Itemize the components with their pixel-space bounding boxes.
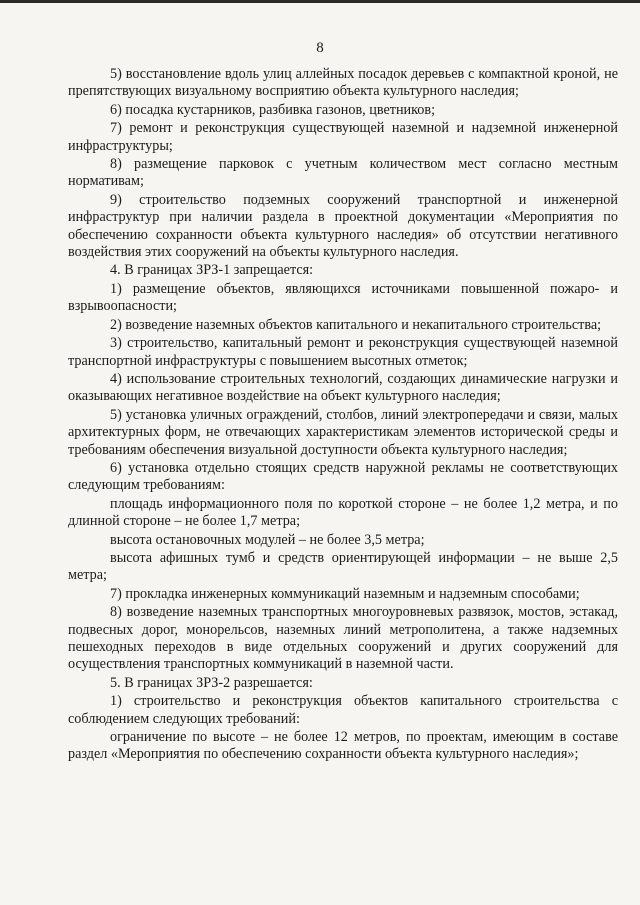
page-number: 8 bbox=[316, 40, 324, 56]
paragraph: высота афишных тумб и средств ориентирующей информации – не выше 2,5 метра; bbox=[68, 549, 618, 584]
paragraph: 1) размещение объектов, являющихся источниками повышенной пожаро- и взрывоопасности; bbox=[68, 280, 618, 315]
paragraph: 5) восстановление вдоль улиц аллейных посадок деревьев с компактной кроной, не препятствующих визуальному восприятию объекта культурного наследия; bbox=[68, 66, 618, 100]
paragraph: 1) строительство и реконструкция объектов капитального строительства с соблюдением следующих требований: bbox=[68, 693, 618, 727]
paragraph: ограничение по высоте – не более 12 метров, по проектам, имеющим в составе раздел «Мероприятия по обеспечению сохранности объекта культурного наследия»; bbox=[68, 729, 618, 763]
paragraph: 3) строительство, капитальный ремонт и реконструкция существующей наземной транспортной инфраструктуры с повышением высотных отметок; bbox=[68, 335, 618, 369]
paragraph: 4) использование строительных технологий, создающих динамические нагрузки и оказывающих негативное воздействие на объект культурного наследия; bbox=[68, 370, 618, 405]
section-heading: 5. В границах ЗРЗ-2 разрешается: bbox=[110, 674, 313, 691]
paragraph: 7) прокладка инженерных коммуникаций наземным и надземным способами; bbox=[110, 585, 580, 602]
paragraph: 8) размещение парковок с учетным количеством мест согласно местным нормативам; bbox=[68, 156, 618, 190]
paragraph: 7) ремонт и реконструкция существующей наземной и надземной инженерной инфраструктуры; bbox=[68, 120, 618, 154]
paragraph: 2) возведение наземных объектов капитального и некапитального строительства; bbox=[110, 316, 602, 333]
paragraph: 9) строительство подземных сооружений транспортной и инженерной инфраструктур при наличии раздела в проектной документации «Мероприятия по обеспечению сохранности объекта культурного наследия» об отсутствии негативного воздействия этих сооружений на объекты культурного наследия. bbox=[68, 191, 618, 261]
paragraph: 6) установка отдельно стоящих средств наружной рекламы не соответствующих следующим требованиям: bbox=[68, 459, 618, 494]
paragraph: высота остановочных модулей – не более 3,5 метра; bbox=[110, 531, 425, 548]
paragraph: 5) установка уличных ограждений, столбов, линий электропередачи и связи, малых архитектурных форм, не отвечающих характеристикам элементов исторической среды и требованиям обеспечения визуальной доступности объекта культурного наследия; bbox=[68, 406, 618, 458]
section-heading: 4. В границах ЗРЗ-1 запрещается: bbox=[110, 262, 314, 279]
paragraph: площадь информационного поля по короткой стороне – не более 1,2 метра, и по длинной стороне – не более 1,7 метра; bbox=[68, 495, 618, 530]
document-body bbox=[68, 66, 618, 765]
paragraph: 8) возведение наземных транспортных многоуровневых развязок, мостов, эстакад, подвесных дорог, монорельсов, наземных линий метрополитена, а также надземных пешеходных переходов в виде отдельных сооружений и других сооружений для осуществления транспортных коммуникаций в наземной части. bbox=[68, 604, 618, 673]
page-top-edge bbox=[0, 0, 640, 3]
paragraph: 6) посадка кустарников, разбивка газонов, цветников; bbox=[110, 101, 436, 118]
